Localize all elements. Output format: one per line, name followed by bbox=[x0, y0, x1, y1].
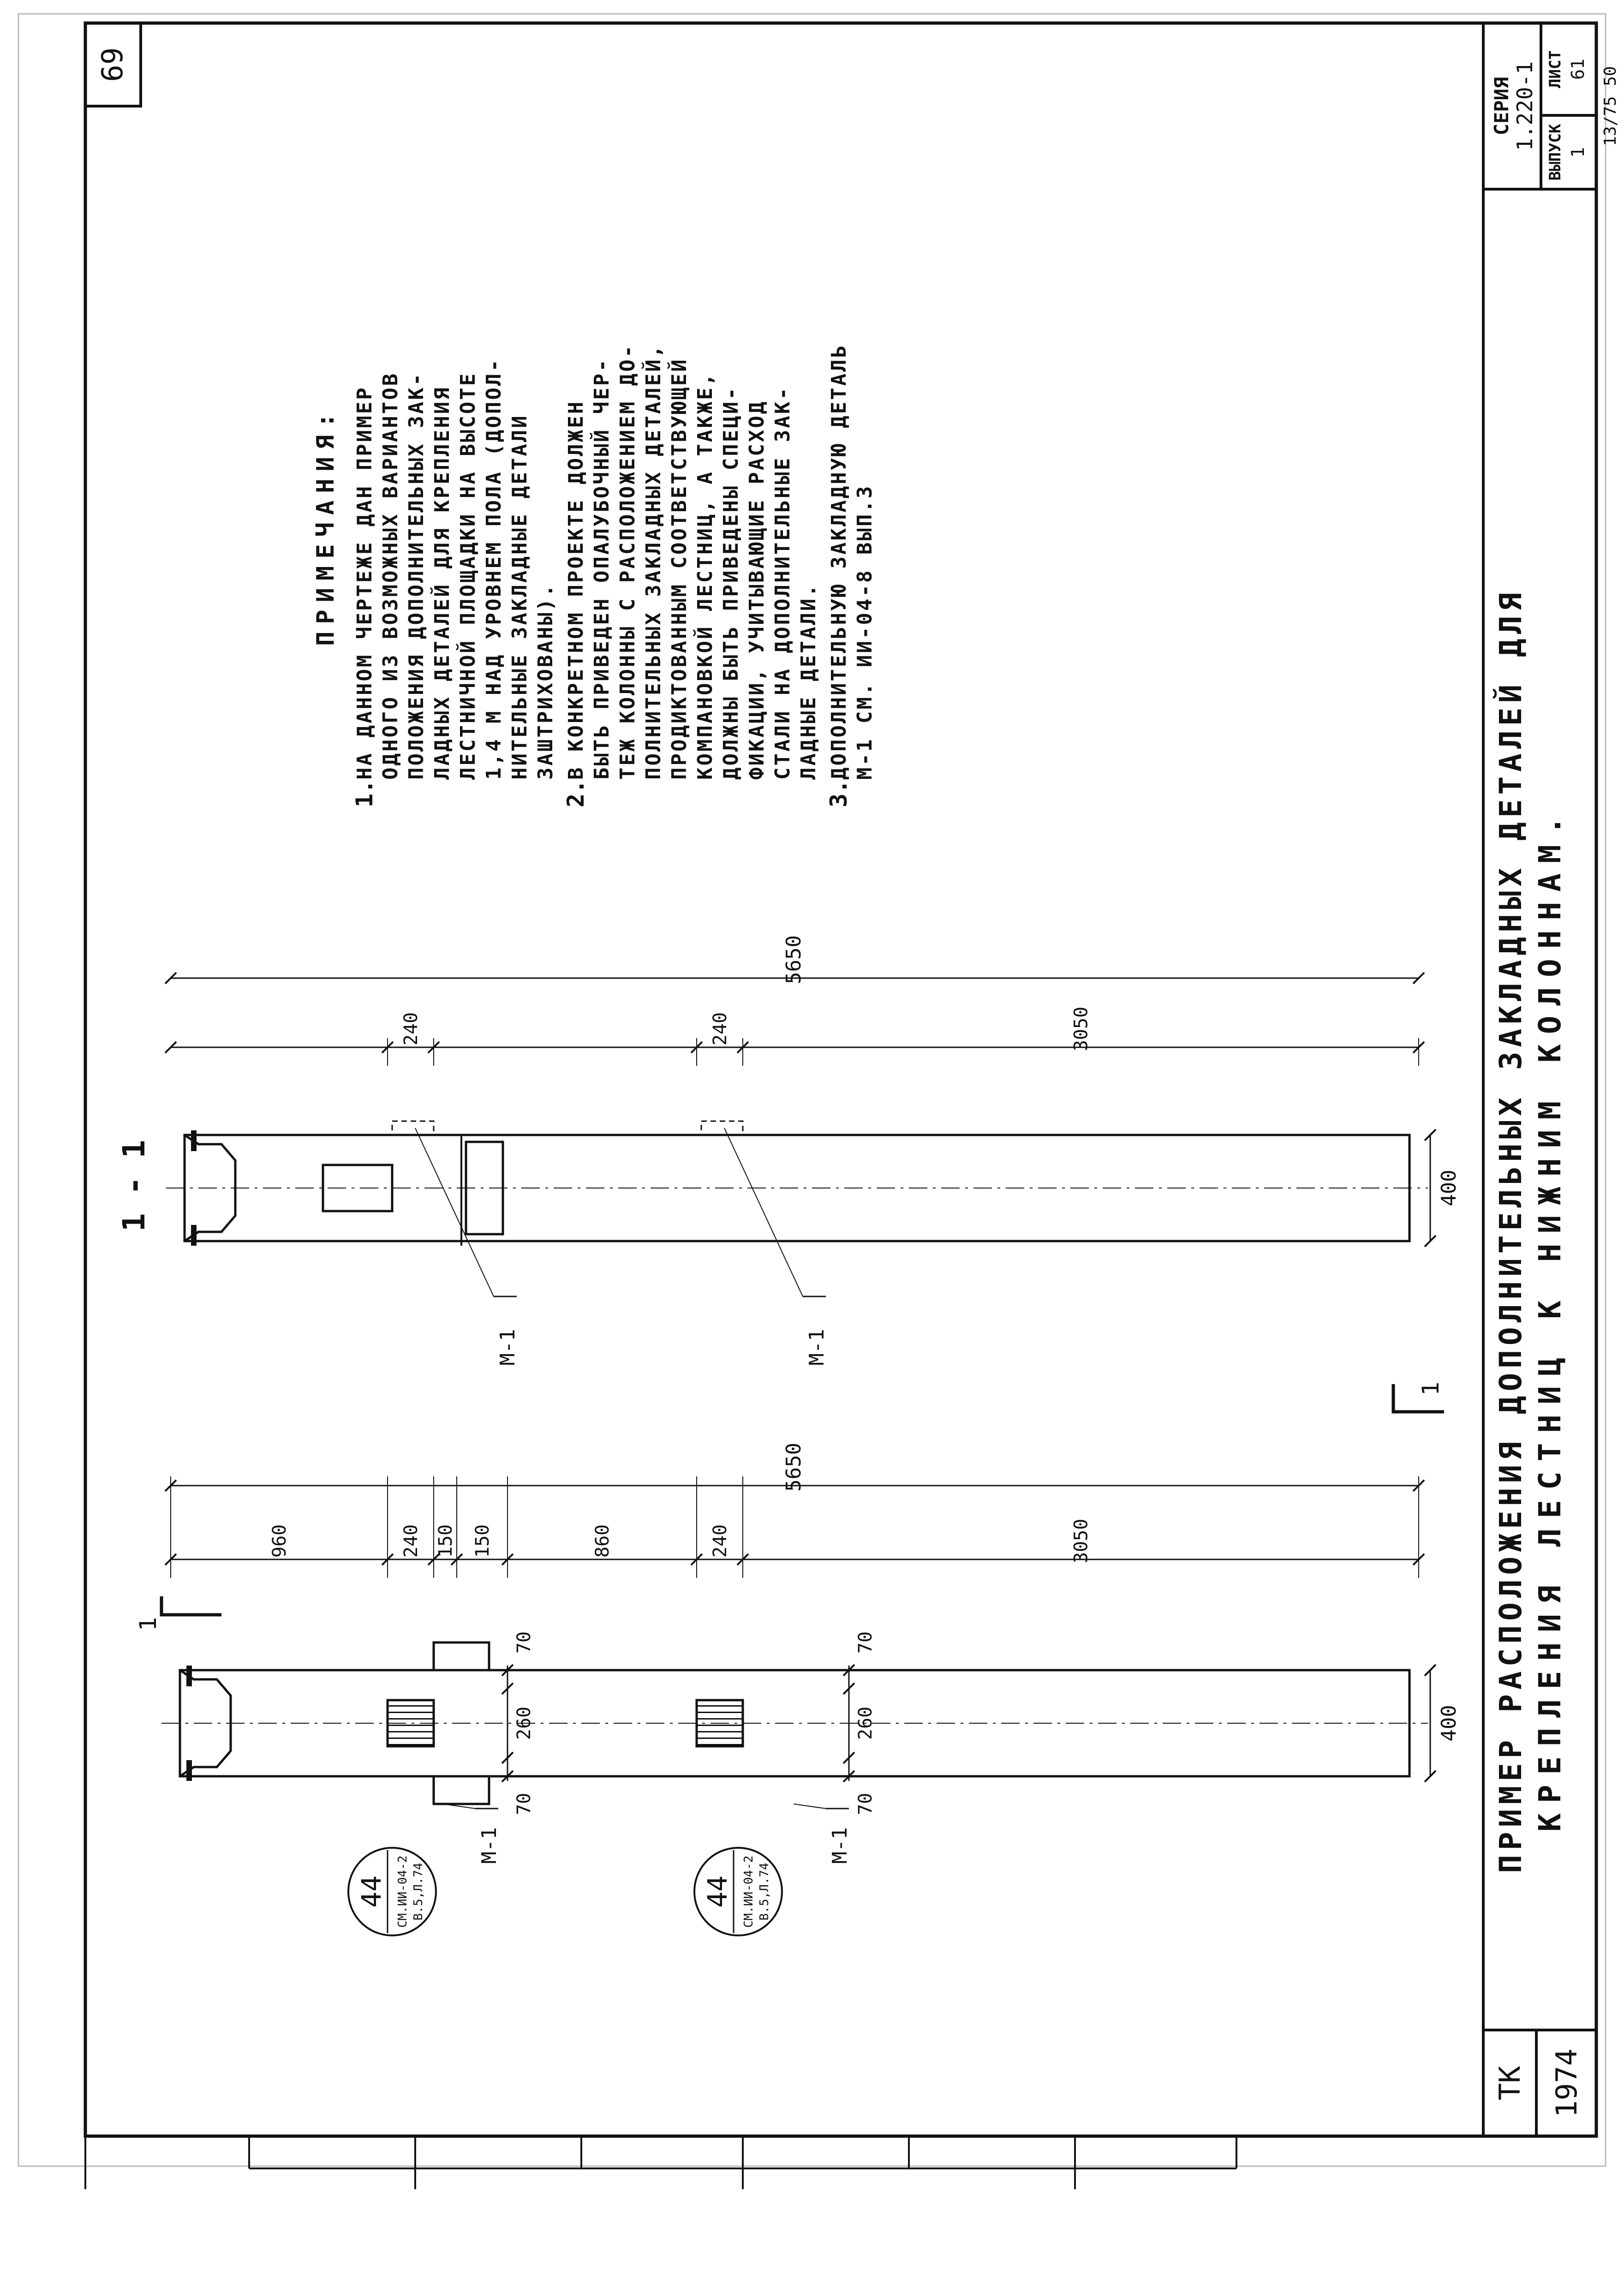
dimension-segment: 960 bbox=[269, 1524, 290, 1558]
part-label-lower: М-1 bbox=[828, 1827, 852, 1864]
dimension-detail: 260 bbox=[855, 1706, 876, 1740]
note-line: В КОНКРЕТНОМ ПРОЕКТЕ ДОЛЖЕН bbox=[564, 400, 588, 780]
stamp-sheet-value: 61 bbox=[1568, 59, 1588, 80]
part-label-upper: М-1 bbox=[478, 1827, 501, 1864]
dimension-segment: 240 bbox=[400, 1012, 422, 1046]
embedded-plate-lower bbox=[697, 1700, 743, 1746]
dimension-segment: 240 bbox=[710, 1012, 731, 1046]
stamp-issue-label: ВЫПУСК bbox=[1546, 124, 1564, 181]
dimension-segment: 150 bbox=[435, 1524, 456, 1558]
dimension-detail: 70 bbox=[855, 1631, 876, 1654]
dimension-detail: 70 bbox=[513, 1631, 535, 1654]
dimension-segment: 240 bbox=[710, 1524, 731, 1558]
note-line: 1,4 М НАД УРОВНЕМ ПОЛА (ДОПОЛ- bbox=[482, 358, 506, 780]
note-line: ОДНОГО ИЗ ВОЗМОЖНЫХ ВАРИАНТОВ bbox=[379, 371, 402, 780]
dimension-segment: 3050 bbox=[1070, 1006, 1092, 1051]
note-line: ЛЕСТНИЧНОЙ ПЛОЩАДКИ НА ВЫСОТЕ bbox=[456, 371, 480, 780]
callout-reference: СМ.ИИ-04-2 bbox=[742, 1855, 756, 1928]
stamp-issue-value: 1 bbox=[1568, 147, 1588, 158]
stamp-series-label: СЕРИЯ bbox=[1490, 77, 1513, 136]
dimension-detail: 260 bbox=[513, 1706, 535, 1740]
section-title: 1 - 1 bbox=[116, 1140, 152, 1232]
callout-issue: В.5,Л.74 bbox=[412, 1863, 425, 1921]
embedded-plate-upper bbox=[388, 1700, 434, 1746]
dimension-overall: 5650 bbox=[782, 935, 806, 984]
dimension-segment: 860 bbox=[592, 1524, 613, 1558]
part-label-lower: М-1 bbox=[805, 1329, 829, 1366]
dimension-detail: 70 bbox=[513, 1792, 535, 1815]
dimension-segment: 240 bbox=[400, 1524, 422, 1558]
stamp-sheet-label: ЛИСТ bbox=[1546, 50, 1564, 88]
note-line: ЗАШТРИХОВАНЫ). bbox=[534, 583, 557, 780]
note-line: НИТЕЛЬНЫЕ ЗАКЛАДНЫЕ ДЕТАЛИ bbox=[508, 414, 531, 780]
note-line: ПОЛОЖЕНИЯ ДОПОЛНИТЕЛЬНЫХ ЗАК- bbox=[405, 371, 428, 780]
note-number: 2. bbox=[562, 779, 589, 807]
note-line: БЫТЬ ПРИВЕДЕН ОПАЛУБОЧНЫЙ ЧЕР- bbox=[590, 358, 614, 780]
page-number: 69 bbox=[96, 47, 129, 82]
callout-number: 44 bbox=[356, 1875, 387, 1908]
part-label-upper: М-1 bbox=[496, 1329, 519, 1366]
org-year: 1974 bbox=[1550, 2048, 1583, 2118]
stamp-series-value: 1.220-1 bbox=[1512, 61, 1537, 151]
note-line: ДОЛЖНЫ БЫТЬ ПРИВЕДЕНЫ СПЕЦИ- bbox=[719, 386, 743, 780]
section-label-bottom: 1 bbox=[1417, 1381, 1444, 1396]
note-line: СТАЛИ НА ДОПОЛНИТЕЛЬНЫЕ ЗАК- bbox=[771, 386, 794, 780]
dimension-detail: 70 bbox=[855, 1792, 876, 1815]
drawing-title-line1: ПРИМЕР РАСПОЛОЖЕНИЯ ДОПОЛНИТЕЛЬНЫХ ЗАКЛАДНЫХ ДЕТАЛЕЙ ДЛЯ bbox=[1493, 588, 1528, 1873]
note-line: ФИКАЦИИ, УЧИТЫВАЮЩИЕ РАСХОД bbox=[745, 400, 769, 780]
callout-reference: СМ.ИИ-04-2 bbox=[396, 1855, 410, 1928]
note-line: КОМПАНОВКОЙ ЛЕСТНИЦ, А ТАКЖЕ, bbox=[693, 371, 717, 780]
callout-number: 44 bbox=[702, 1875, 733, 1908]
note-line: ПРОДИКТОВАННЫМ СООТВЕТСТВУЮЩЕЙ bbox=[668, 358, 691, 780]
dimension-width: 400 bbox=[1437, 1705, 1461, 1742]
callout-issue: В.5,Л.74 bbox=[758, 1863, 771, 1921]
note-number: 1. bbox=[351, 779, 378, 807]
note-number: 3. bbox=[825, 779, 852, 807]
corner-mark: 13/75 50 bbox=[1601, 66, 1620, 146]
org-code: ТК bbox=[1493, 2066, 1527, 2101]
dimension-overall: 5650 bbox=[782, 1443, 806, 1492]
dimension-segment: 150 bbox=[472, 1524, 493, 1558]
note-line: М-1 СМ. ИИ-04-8 ВЫП.3 bbox=[853, 484, 877, 780]
section-label-top: 1 bbox=[135, 1617, 161, 1631]
note-line: ЛАДНЫЕ ДЕТАЛИ. bbox=[797, 583, 820, 780]
notes-block bbox=[312, 344, 877, 807]
dimension-width: 400 bbox=[1437, 1170, 1461, 1206]
note-line: ДОПОЛНИТЕЛЬНУЮ ЗАКЛАДНУЮ ДЕТАЛЬ bbox=[827, 343, 851, 780]
dimension-segment: 3050 bbox=[1070, 1518, 1092, 1564]
notes-heading: ПРИМЕЧАНИЯ: bbox=[312, 406, 340, 646]
note-line: НА ДАННОМ ЧЕРТЕЖЕ ДАН ПРИМЕР bbox=[353, 386, 376, 780]
drawing-title-line2: КРЕПЛЕНИЯ ЛЕСТНИЦ К НИЖНИМ КОЛОННАМ. bbox=[1532, 806, 1568, 1832]
note-line: ЛАДНЫХ ДЕТАЛЕЙ ДЛЯ КРЕПЛЕНИЯ bbox=[430, 386, 454, 780]
note-line: ТЕЖ КОЛОННЫ С РАСПОЛОЖЕНИЕМ ДО- bbox=[616, 343, 639, 780]
note-line: ПОЛНИТЕЛЬНЫХ ЗАКЛАДНЫХ ДЕТАЛЕЙ, bbox=[642, 343, 665, 780]
